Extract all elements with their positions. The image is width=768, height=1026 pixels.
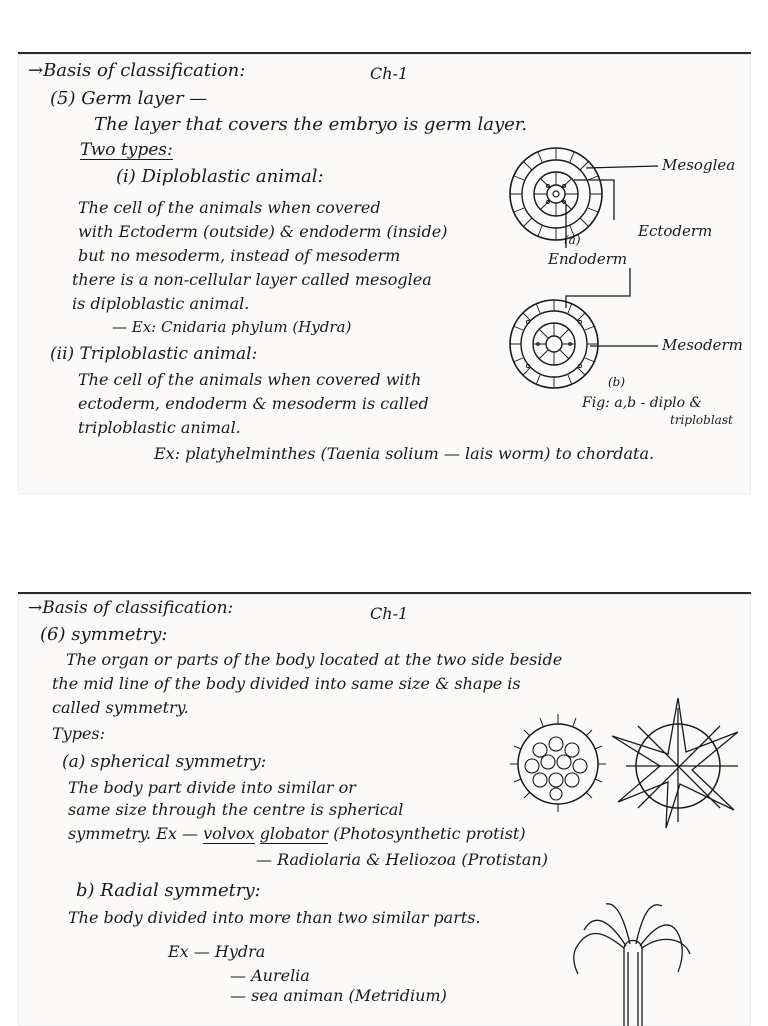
type1-line: there is a non-cellular layer called mesoglea <box>72 270 432 289</box>
radial-example: — sea animan (Metridium) <box>230 986 447 1005</box>
example-volvox: volvox <box>203 824 255 843</box>
type2-example: Ex: platyhelminthes (Taenia solium — lais worm) to chordata. <box>154 444 655 463</box>
types-label: Types: <box>52 724 106 743</box>
definition-text: The layer that covers the embryo is germ layer. <box>94 114 528 135</box>
label-mesoglea: Mesoglea <box>662 156 736 174</box>
type2-line: triploblastic animal. <box>78 418 241 437</box>
spherical-line: The body part divide into similar or <box>68 778 356 797</box>
notes-page-symmetry <box>18 592 751 1026</box>
radial-example: — Aurelia <box>230 966 310 985</box>
hydra-diagram <box>566 894 696 1026</box>
volvox-diagram <box>508 712 608 812</box>
definition-line: The organ or parts of the body located at the two side beside <box>66 650 563 669</box>
section-title: (6) symmetry: <box>40 624 168 645</box>
spherical-line: same size through the centre is spherical <box>68 800 404 819</box>
spherical-example-suffix: (Photosynthetic protist) <box>333 824 526 843</box>
spherical-example-prefix: symmetry. Ex — <box>68 824 199 843</box>
type2-title: (ii) Triploblastic animal: <box>50 344 258 364</box>
chapter-label: Ch-1 <box>370 604 409 623</box>
spherical-title: (a) spherical symmetry: <box>62 752 267 772</box>
page-heading: →Basis of classification: <box>28 60 246 81</box>
section-title: (5) Germ layer — <box>50 88 208 109</box>
definition-line: called symmetry. <box>52 698 189 717</box>
figure-b-label: (b) <box>608 375 626 389</box>
type2-line: The cell of the animals when covered with <box>78 370 422 389</box>
definition-line: the mid line of the body divided into same size & shape is <box>52 674 521 693</box>
type2-line: ectoderm, endoderm & mesoderm is called <box>78 394 429 413</box>
types-label: Two types: <box>80 140 173 160</box>
notes-page-germ-layer <box>18 52 751 494</box>
figure-caption-line2: triploblast <box>670 413 733 427</box>
figure-a-label: (a) <box>564 233 581 247</box>
radial-line: The body divided into more than two similar parts. <box>68 908 481 927</box>
type1-line: The cell of the animals when covered <box>78 198 381 217</box>
type1-line: is diploblastic animal. <box>72 294 250 313</box>
label-endoderm: Endoderm <box>548 250 628 268</box>
chapter-label: Ch-1 <box>370 64 409 83</box>
spherical-example-2: — Radiolaria & Heliozoa (Protistan) <box>256 850 548 869</box>
label-ectoderm: Ectoderm <box>638 222 713 240</box>
type1-line: but no mesoderm, instead of mesoderm <box>78 246 401 265</box>
figure-caption: Fig: a,b - diplo & <box>582 395 702 411</box>
radial-example: Ex — Hydra <box>168 942 266 961</box>
radiolaria-diagram <box>608 698 748 828</box>
spherical-example <box>68 826 526 842</box>
page-heading: →Basis of classification: <box>28 598 234 618</box>
diagram-leader-lines <box>18 54 751 494</box>
type1-title: (i) Diploblastic animal: <box>116 166 324 187</box>
label-mesoderm: Mesoderm <box>662 336 743 354</box>
type1-line: with Ectoderm (outside) & endoderm (inside) <box>78 222 448 241</box>
type1-example: — Ex: Cnidaria phylum (Hydra) <box>112 318 352 336</box>
example-globator: globator <box>259 824 329 843</box>
radial-title: b) Radial symmetry: <box>76 880 261 901</box>
